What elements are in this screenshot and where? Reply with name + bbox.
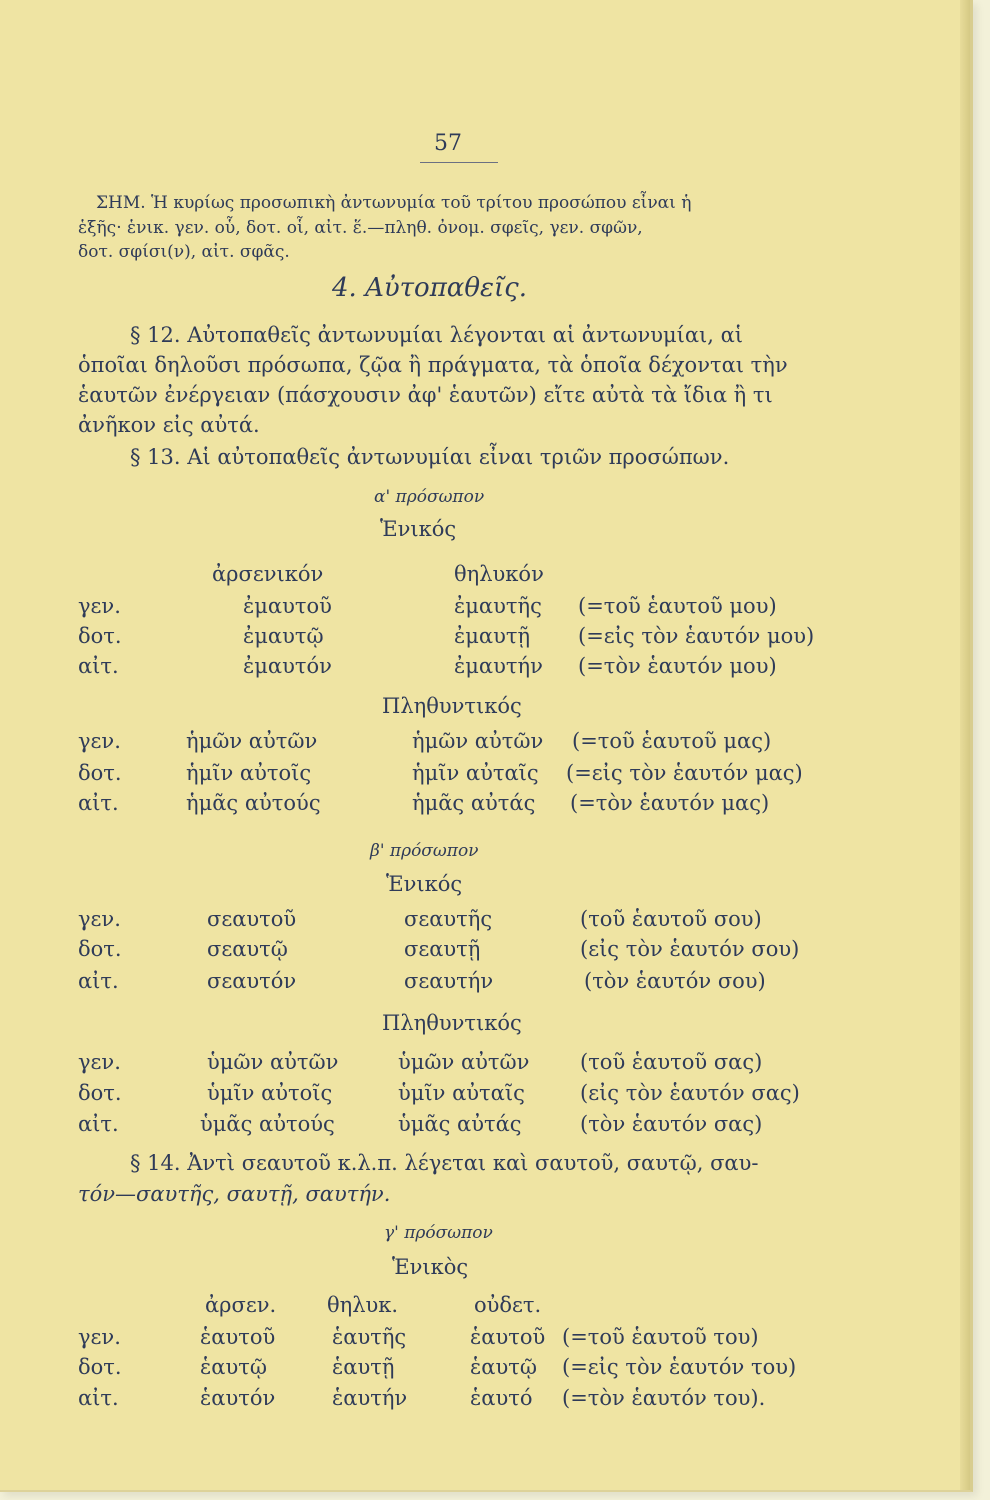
form-neut: ἑαυτό [470,1386,533,1410]
form-masc: ὑμῶν αὐτῶν [207,1050,339,1074]
form-masc: ὑμῖν αὐτοῖς [207,1081,333,1105]
form-fem: ὑμῶν αὐτῶν [398,1050,530,1074]
form-masc: σεαυτοῦ [207,907,297,931]
section-title: 4. Αὐτοπαθεῖς. [332,273,527,303]
col-feminine: θηλυκόν [454,562,544,586]
gloss: (=τοῦ ἑαυτοῦ μας) [572,729,772,753]
form-fem: σεαυτήν [404,969,494,993]
form-masc: ἑαυτόν [200,1386,276,1410]
case-label: δοτ. [78,1081,122,1105]
case-label: αἰτ. [78,1112,119,1136]
form-fem: ὑμᾶς αὐτάς [398,1112,522,1136]
note-line-3: δοτ. σφίσι(ν), αἰτ. σφᾶς. [78,242,290,262]
para-12-line-2: ὁποῖαι δηλοῦσι πρόσωπα, ζῷα ἢ πράγματα, τὰ ὁποῖα δέχονται τὴν [78,353,788,377]
case-label: δοτ. [78,624,122,648]
para-13: § 13. Αἱ αὐτοπαθεῖς ἀντωνυμίαι εἶναι τριῶν προσώπων. [130,445,730,469]
case-label: γεν. [78,907,121,931]
first-person-heading: α' πρόσωπον [374,487,485,507]
first-plural-label: Πληθυντικός [382,694,522,718]
case-label: δοτ. [78,937,122,961]
form-fem: ἑαυτήν [332,1386,408,1410]
form-masc: ἡμῶν αὐτῶν [186,729,318,753]
case-label: δοτ. [78,761,122,785]
page-edge [960,0,970,1490]
gloss: (εἰς τὸν ἑαυτόν σας) [580,1081,800,1105]
case-label: αἰτ. [78,969,119,993]
case-label: αἰτ. [78,654,119,678]
form-fem: ὑμῖν αὐταῖς [398,1081,525,1105]
para-12-line-3: ἑαυτῶν ἐνέργειαν (πάσχουσιν ἀφ' ἑαυτῶν) εἴτε αὐτὰ τὰ ἴδια ἢ τι [78,383,773,407]
gloss: (τὸν ἑαυτόν σας) [580,1112,763,1136]
form-masc: ἑαυτοῦ [200,1325,276,1349]
gloss: (=εἰς τὸν ἑαυτόν του) [562,1355,797,1379]
case-label: δοτ. [78,1355,122,1379]
form-fem: ἑαυτῆς [332,1325,407,1349]
second-singular-label: Ἑνικός [386,872,463,896]
case-label: γεν. [78,1050,121,1074]
form-masc: ὑμᾶς αὐτούς [200,1112,335,1136]
col-feminine-abbr: θηλυκ. [327,1293,399,1317]
gloss: (=εἰς τὸν ἑαυτόν μου) [578,624,815,648]
form-masc: ἑαυτῷ [200,1355,267,1379]
note-line-2: ἑξῆς· ἑνικ. γεν. οὗ, δοτ. οἷ, αἰτ. ἕ.—πληθ. ὀνομ. σφεῖς, γεν. σφῶν, [78,218,643,238]
first-singular-label: Ἑνικός [380,517,457,541]
form-masc: ἐμαυτοῦ [243,594,332,618]
form-fem: ἐμαυτῆς [454,594,542,618]
col-masculine: ἀρσενικόν [212,562,324,586]
form-masc: ἡμῖν αὐτοῖς [186,761,312,785]
gloss: (=εἰς τὸν ἑαυτόν μας) [566,761,803,785]
gloss: (=τὸν ἑαυτόν μου) [578,654,777,678]
note-line-1: ΣΗΜ. Ἡ κυρίως προσωπικὴ ἀντωνυμία τοῦ τρίτου προσώπου εἶναι ἡ [96,193,692,213]
gloss: (=τοῦ ἑαυτοῦ του) [562,1325,759,1349]
col-neuter-abbr: οὐδετ. [474,1293,542,1317]
case-label: γεν. [78,1325,121,1349]
form-neut: ἑαυτοῦ [470,1325,546,1349]
gloss: (εἰς τὸν ἑαυτόν σου) [580,937,800,961]
page-number: 57 [434,131,462,156]
para-14-line-1: § 14. Ἀντὶ σεαυτοῦ κ.λ.π. λέγεται καὶ σαυτοῦ, σαυτῷ, σαυ- [130,1151,759,1175]
third-singular-label: Ἑνικὸς [392,1255,469,1279]
form-fem: σεαυτῆς [404,907,493,931]
gloss: (τὸν ἑαυτόν σου) [584,969,766,993]
para-12-line-1: § 12. Αὐτοπαθεῖς ἀντωνυμίαι λέγονται αἱ ἀντωνυμίαι, αἱ [130,323,744,347]
gloss: (=τὸν ἑαυτόν μας) [570,791,770,815]
case-label: αἰτ. [78,791,119,815]
form-masc: ἐμαυτόν [243,654,332,678]
gloss: (τοῦ ἑαυτοῦ σου) [580,907,762,931]
form-fem: ἡμᾶς αὐτάς [412,791,536,815]
para-12-line-4: ἀνῆκον εἰς αὐτά. [78,413,260,437]
case-label: γεν. [78,729,121,753]
form-fem: ἡμῶν αὐτῶν [412,729,544,753]
third-person-heading: γ' πρόσωπον [384,1223,493,1243]
form-masc: σεαυτῷ [207,937,288,961]
form-masc: ἐμαυτῷ [243,624,324,648]
form-masc: σεαυτόν [207,969,297,993]
gloss: (=τὸν ἑαυτόν του). [562,1386,766,1410]
form-fem: ἡμῖν αὐταῖς [412,761,539,785]
case-label: γεν. [78,594,121,618]
form-fem: ἐμαυτήν [454,654,543,678]
case-label: αἰτ. [78,1386,119,1410]
second-person-heading: β' πρόσωπον [370,841,479,861]
second-plural-label: Πληθυντικός [382,1011,522,1035]
para-14-line-2: τόν—σαυτῆς, σαυτῇ, σαυτήν. [78,1182,391,1206]
form-fem: ἐμαυτῇ [454,624,531,648]
form-fem: ἑαυτῇ [332,1355,395,1379]
header-rule [420,162,498,163]
form-neut: ἑαυτῷ [470,1355,537,1379]
gloss: (τοῦ ἑαυτοῦ σας) [580,1050,763,1074]
form-masc: ἡμᾶς αὐτούς [186,791,321,815]
col-masculine-abbr: ἀρσεν. [205,1293,277,1317]
gloss: (=τοῦ ἑαυτοῦ μου) [578,594,777,618]
form-fem: σεαυτῇ [404,937,481,961]
